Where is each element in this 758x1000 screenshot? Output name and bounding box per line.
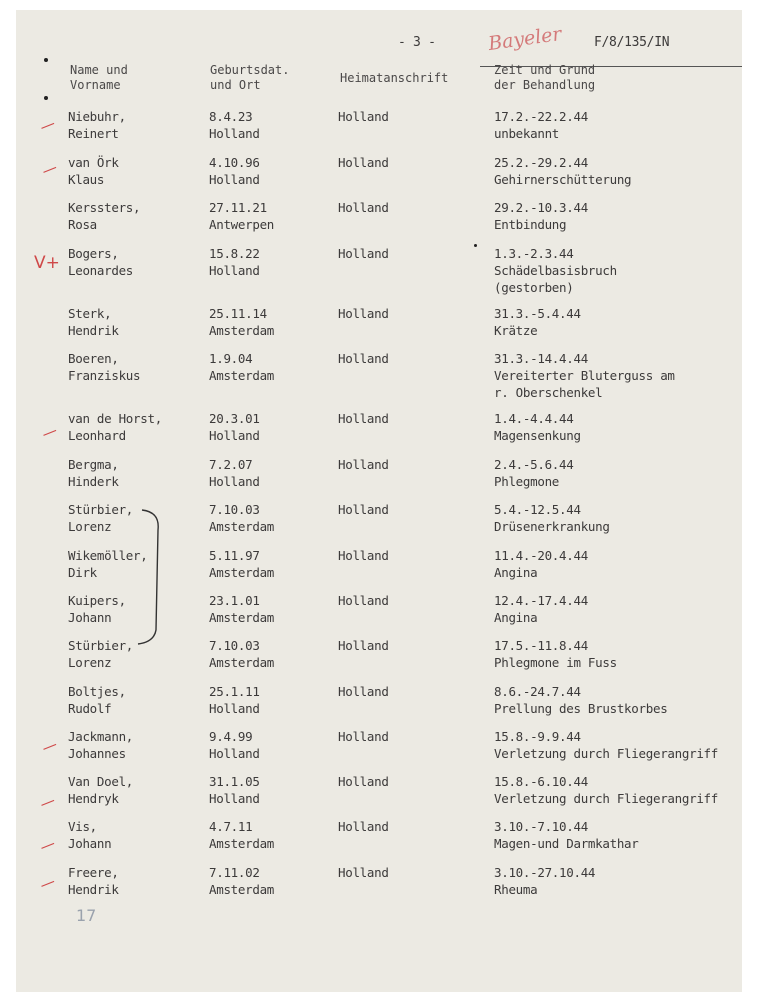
document-reference: F/8/135/IN [594,35,670,50]
treatment-period-reason: 12.4.-17.4.44 Angina [494,593,588,625]
column-header-birth: Geburtsdat. und Ort [210,63,290,92]
birth-date-place: 25.11.14 Amsterdam [209,306,275,338]
treatment-period-reason: 29.2.-10.3.44 Entbindung [494,200,588,232]
birth-date-place: 4.10.96 Holland [209,155,260,187]
birth-date-place: 7.11.02 Amsterdam [209,865,275,897]
birth-date-place: 20.3.01 Holland [209,411,260,443]
patient-name: Boltjes, Rudolf [68,684,126,716]
page-number: - 3 - [398,35,436,50]
home-address: Holland [338,457,389,472]
red-tick: — [39,734,60,758]
patient-name: Bogers, Leonardes [68,246,134,278]
home-address: Holland [338,548,389,563]
treatment-period-reason: 2.4.-5.6.44 Phlegmone [494,457,574,489]
treatment-period-reason: 8.6.-24.7.44 Prellung des Brustkorbes [494,684,668,716]
treatment-period-reason: 15.8.-6.10.44 Verletzung durch Fliegerangriff [494,774,718,806]
patient-name: Niebuhr, Reinert [68,109,126,141]
treatment-period-reason: 1.4.-4.4.44 Magensenkung [494,411,581,443]
red-tick: — [37,113,58,137]
home-address: Holland [338,351,389,366]
treatment-period-reason: 1.3.-2.3.44 Schädelbasisbruch (gestorben) [494,246,617,295]
patient-name: van Örk Klaus [68,155,119,187]
birth-date-place: 7.10.03 Amsterdam [209,638,275,670]
birth-date-place: 8.4.23 Holland [209,109,260,141]
treatment-period-reason: 3.10.-27.10.44 Rheuma [494,865,596,897]
home-address: Holland [338,819,389,834]
birth-date-place: 1.9.04 Amsterdam [209,351,275,383]
birth-date-place: 9.4.99 Holland [209,729,260,761]
patient-name: Bergma, Hinderk [68,457,119,489]
red-tick: — [39,420,60,444]
patient-name: Kerssters, Rosa [68,200,141,232]
home-address: Holland [338,774,389,789]
birth-date-place: 25.1.11 Holland [209,684,260,716]
treatment-period-reason: 25.2.-29.2.44 Gehirnerschütterung [494,155,632,187]
patient-name: Vis, Johann [68,819,112,851]
home-address: Holland [338,200,389,215]
patient-name: Freere, Hendrik [68,865,119,897]
patient-name: Stürbier, Lorenz [68,638,134,670]
patient-name: van de Horst, Leonhard [68,411,162,443]
patient-name: Kuipers, Johann [68,593,126,625]
home-address: Holland [338,502,389,517]
home-address: Holland [338,246,389,261]
birth-date-place: 23.1.01 Amsterdam [209,593,275,625]
column-header-name: Name und Vorname [70,63,128,92]
home-address: Holland [338,638,389,653]
patient-name: Sterk, Hendrik [68,306,119,338]
red-tick: — [37,833,58,857]
treatment-period-reason: 31.3.-14.4.44 Vereiterter Bluterguss am r. Oberschenkel [494,351,675,400]
home-address: Holland [338,593,389,608]
red-tick: — [39,157,60,181]
home-address: Holland [338,306,389,321]
treatment-period-reason: 31.3.-5.4.44 Krätze [494,306,581,338]
treatment-period-reason: 3.10.-7.10.44 Magen-und Darmkathar [494,819,639,851]
red-tick: — [37,790,58,814]
pencil-number: 17 [76,906,97,925]
home-address: Holland [338,411,389,426]
birth-date-place: 7.10.03 Amsterdam [209,502,275,534]
treatment-period-reason: 17.2.-22.2.44 unbekannt [494,109,588,141]
column-header-treatment: Zeit und Grund der Behandlung [494,63,596,92]
patient-name: Jackmann, Johannes [68,729,134,761]
patient-name: Boeren, Franziskus [68,351,141,383]
home-address: Holland [338,155,389,170]
home-address: Holland [338,684,389,699]
patient-name: Stürbier, Lorenz [68,502,134,534]
treatment-period-reason: 15.8.-9.9.44 Verletzung durch Fliegerangriff [494,729,718,761]
treatment-period-reason: 11.4.-20.4.44 Angina [494,548,588,580]
patient-name: Wikemöller, Dirk [68,548,148,580]
patient-name: Van Doel, Hendryk [68,774,134,806]
birth-date-place: 31.1.05 Holland [209,774,260,806]
red-tick: — [37,871,58,895]
birth-date-place: 7.2.07 Holland [209,457,260,489]
column-header-address: Heimatanschrift [340,71,449,85]
birth-date-place: 15.8.22 Holland [209,246,260,278]
handwritten-stamp: Bayeler [486,22,563,56]
red-vplus-mark: V+ [34,253,60,273]
home-address: Holland [338,729,389,744]
birth-date-place: 27.11.21 Antwerpen [209,200,275,232]
birth-date-place: 4.7.11 Amsterdam [209,819,275,851]
treatment-period-reason: 17.5.-11.8.44 Phlegmone im Fuss [494,638,617,670]
home-address: Holland [338,109,389,124]
treatment-period-reason: 5.4.-12.5.44 Drüsenerkrankung [494,502,610,534]
home-address: Holland [338,865,389,880]
birth-date-place: 5.11.97 Amsterdam [209,548,275,580]
